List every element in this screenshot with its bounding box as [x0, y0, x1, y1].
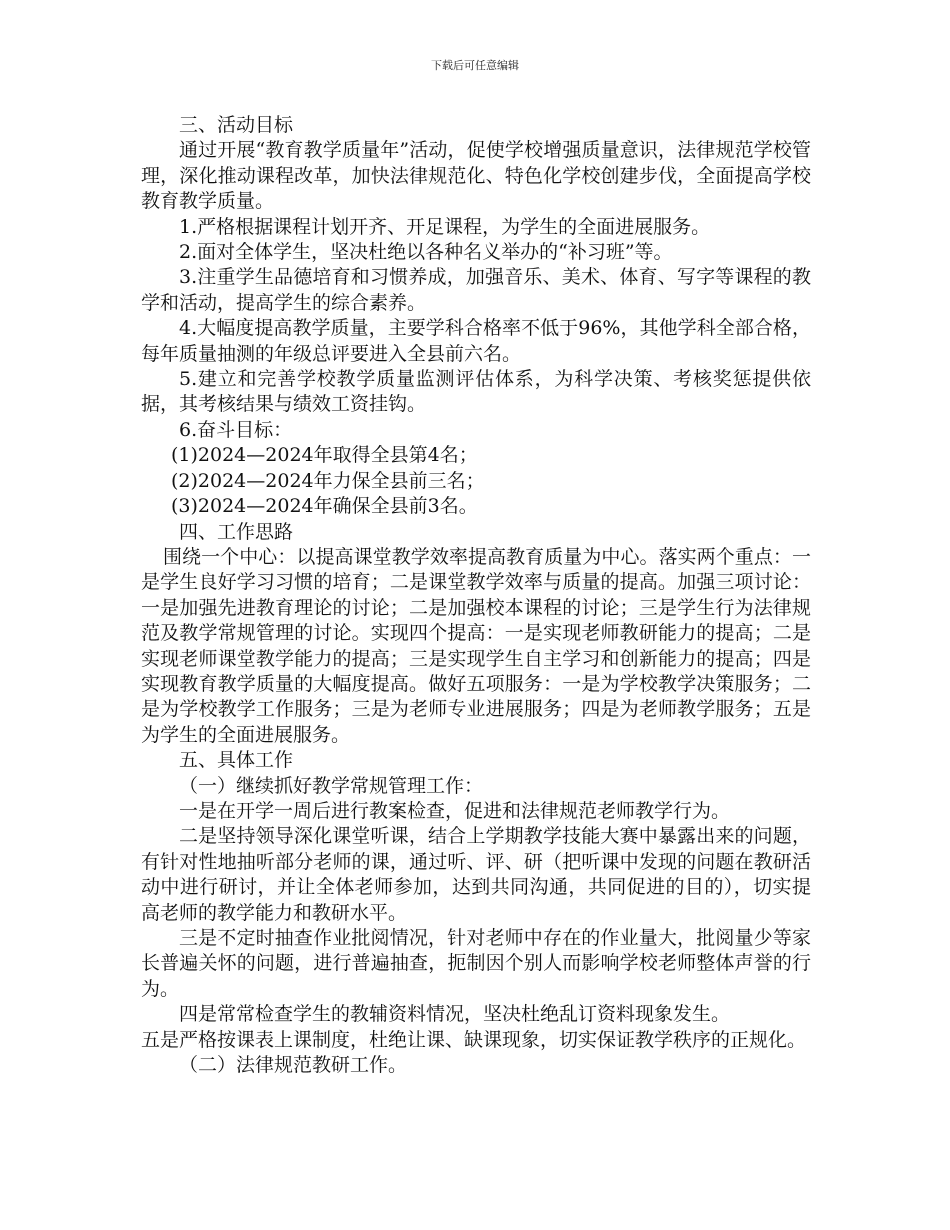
- list-item: 4.大幅度提高教学质量，主要学科合格率不低于96%，其他学科全部合格，每年质量抽测的年级总评要进入全县前六名。: [141, 317, 811, 365]
- paragraph: 五是严格按课表上课制度，杜绝让课、缺课现象，切实保证教学秩序的正规化。: [141, 1028, 807, 1051]
- list-item: 5.建立和完善学校教学质量监测评估体系，为科学决策、考核奖惩提供依据，其考核结果与绩效工资挂钩。: [141, 368, 811, 416]
- list-item: 1.严格根据课程计划开齐、开足课程，为学生的全面进展服务。: [179, 215, 711, 238]
- subsection-heading: （二）法律规范教研工作。: [179, 1054, 408, 1077]
- sub-list-item: (1)2024—2024年取得全县第4名；: [171, 444, 478, 467]
- sub-list-item: (3)2024—2024年确保全县前3名。: [171, 495, 478, 518]
- section-heading-3: 三、活动目标: [179, 114, 294, 136]
- list-item: 2.面对全体学生，坚决杜绝以各种名义举办的“补习班”等。: [179, 241, 673, 264]
- paragraph: 围绕一个中心：以提高课堂教学效率提高教育质量为中心。落实两个重点：一是学生良好学习习惯的培育；二是课堂教学效率与质量的提高。加强三项讨论：一是加强先进教育理论的讨论；二是加强校本课程的讨论；三是学生行为法律规范及教学常规管理的讨论。实现四个提高：一是实现老师教研能力的提高；二是实现老师课堂教学能力的提高；三是实现学生自主学习和创新能力的提高；四是实现教育教学质量的大幅度提高。做好五项服务：一是为学校教学决策服务；二是为学校教学工作服务；三是为老师专业进展服务；四是为老师教学服务；五是为学生的全面进展服务。: [141, 545, 811, 746]
- paragraph: 四是常常检查学生的教辅资料情况，坚决杜绝乱订资料现象发生。: [179, 1003, 731, 1026]
- subsection-heading: （一）继续抓好教学常规管理工作：: [179, 774, 484, 797]
- paragraph: 三是不定时抽查作业批阅情况，针对老师中存在的作业量大，批阅量少等家长普遍关怀的问题，进行普遍抽查，扼制因个别人而影响学校老师整体声誉的行为。: [141, 927, 811, 1000]
- paragraph: 通过开展“教育教学质量年”活动，促使学校增强质量意识，法律规范学校管理，深化推动课程改革，加快法律规范化、特色化学校创建步伐，全面提高学校教育教学质量。: [141, 139, 811, 213]
- paragraph: 一是在开学一周后进行教案检查，促进和法律规范老师教学行为。: [179, 799, 731, 822]
- list-item: 3.注重学生品德培育和习惯养成，加强音乐、美术、体育、写字等课程的教学和活动，提高学生的综合素养。: [141, 266, 811, 314]
- document-body: [141, 113, 811, 1078]
- sub-list-item: (2)2024—2024年力保全县前三名；: [171, 469, 485, 492]
- paragraph: 二是坚持领导深化课堂听课，结合上学期教学技能大赛中暴露出来的问题，有针对性地抽听部分老师的课，通过听、评、研（把听课中发现的问题在教研活动中进行研讨，并让全体老师参加，达到共同沟通，共同促进的目的），切实提高老师的教学能力和教研水平。: [141, 825, 811, 924]
- section-heading-5: 五、具体工作: [179, 749, 294, 772]
- section-heading-4: 四、工作思路: [179, 520, 294, 543]
- page-header-note: 下载后可任意编辑: [431, 59, 519, 72]
- list-item: 6.奋斗目标：: [179, 418, 293, 441]
